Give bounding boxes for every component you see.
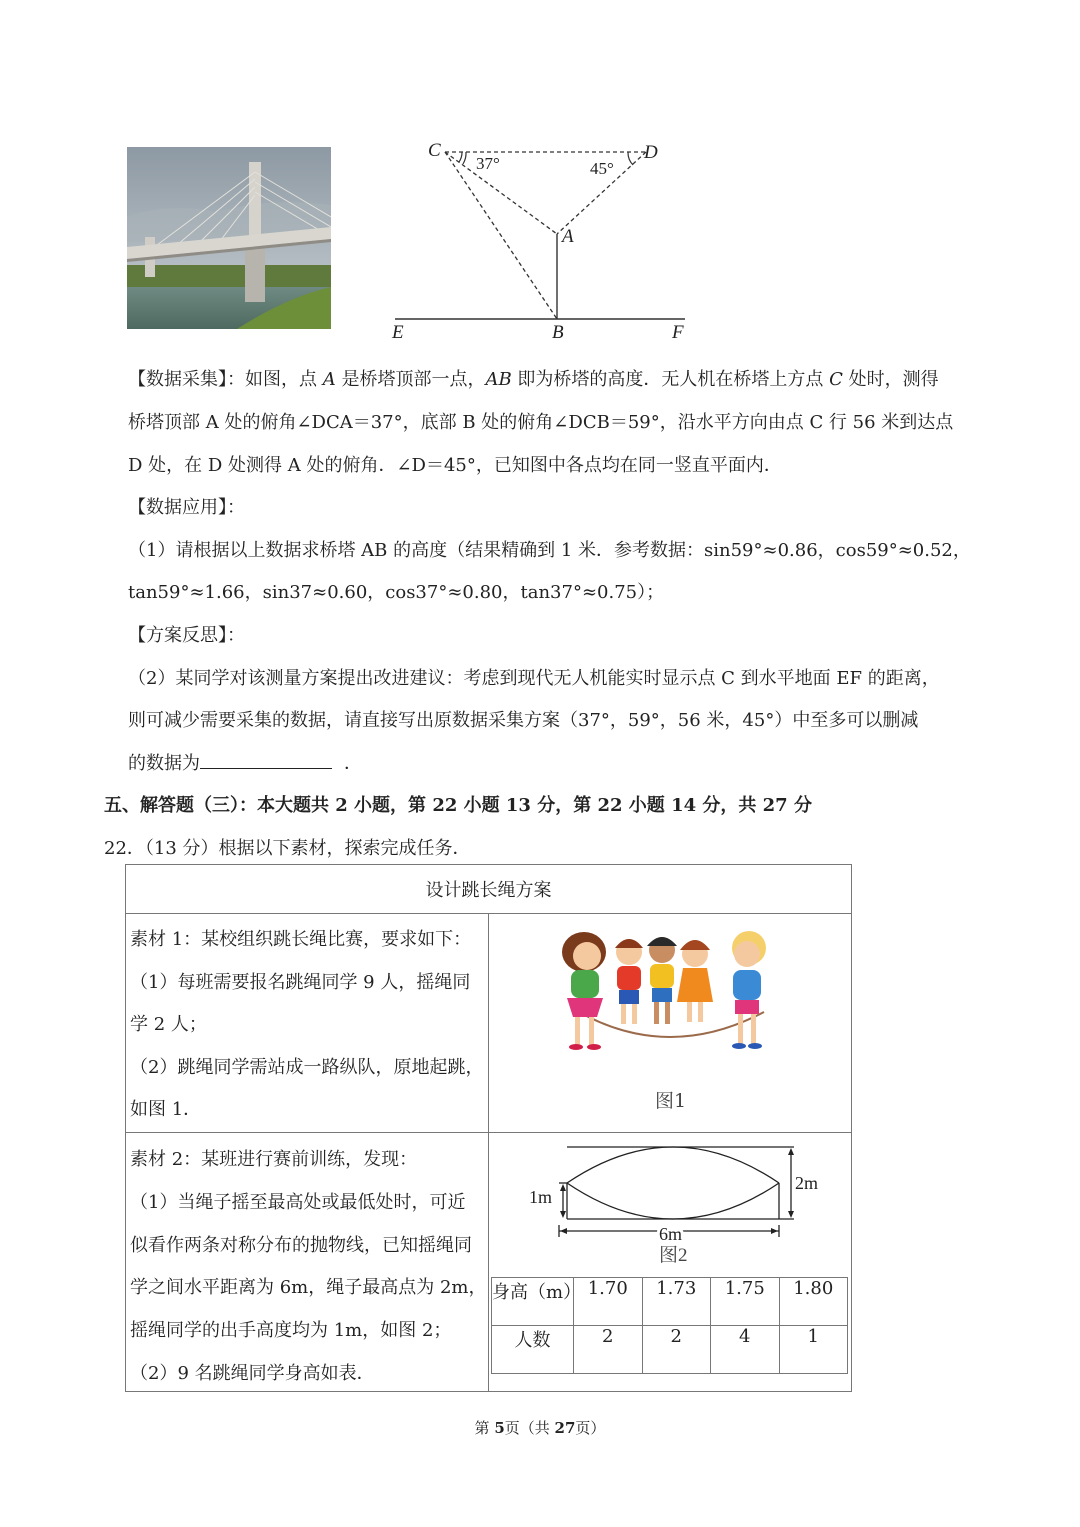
collect-paragraph-line2: 桥塔顶部 A 处的俯角∠DCA＝37°，底部 B 处的俯角∠DCB＝59°，沿水平方向由点 C 行 56 米到达点 xyxy=(128,412,954,433)
table-title: 设计跳长绳方案 xyxy=(425,880,552,901)
diagram-angle-d: 45° xyxy=(590,159,614,178)
count-cell: 4 xyxy=(711,1326,780,1374)
apply-title: 【数据应用】： xyxy=(128,497,245,518)
material1-line: 学 2 人； xyxy=(130,1014,207,1035)
rope-parabola-diagram xyxy=(519,1137,819,1265)
height-cell: 1.70 xyxy=(574,1278,643,1326)
material1-line: 素材 1：某校组织跳长绳比赛，要求如下： xyxy=(130,929,472,950)
figure2-caption: 图2 xyxy=(659,1245,688,1265)
table-title-cell xyxy=(126,865,852,914)
material1-line: 如图 1． xyxy=(130,1099,202,1120)
page-total: 27 xyxy=(554,1419,576,1437)
answer-blank[interactable] xyxy=(200,750,332,769)
q1-line2: tan59°≈1.66，sin37≈0.60，cos37°≈0.80，tan37°≈0.75）； xyxy=(128,582,665,603)
figure1-cell xyxy=(489,914,852,1133)
figure2-and-height-cell xyxy=(489,1133,852,1392)
count-row-header: 人数 xyxy=(492,1326,574,1374)
page-footer: 第 5页（共 27页） xyxy=(474,1419,606,1437)
height-cell: 1.73 xyxy=(642,1278,711,1326)
bridge-photo xyxy=(127,147,331,329)
diagram-angle-c: 37° xyxy=(476,154,500,173)
count-cell: 2 xyxy=(574,1326,643,1374)
collect-title: 【数据采集】 xyxy=(128,369,227,390)
diagram-label-f: F xyxy=(672,322,684,343)
q2-line1: （2）某同学对该测量方案提出改进建议：考虑到现代无人机能实时显示点 C 到水平地面 EF 的距离， xyxy=(128,668,940,689)
collect-paragraph-line3: D 处，在 D 处测得 A 处的俯角．∠D＝45°，已知图中各点均在同一竖直平面内． xyxy=(128,455,782,476)
page-number: 5 xyxy=(494,1419,505,1437)
diagram-label-b: B xyxy=(552,322,564,343)
materials-table xyxy=(125,864,852,1392)
material2-line: （2）9 名跳绳同学身高如表． xyxy=(130,1363,375,1384)
height-table xyxy=(491,1277,848,1374)
material2-line: 摇绳同学的出手高度均为 1m，如图 2； xyxy=(130,1320,452,1341)
section5-heading: 五、解答题（三）：本大题共 2 小题，第 22 小题 13 分，第 22 小题 14 分，共 27 分 xyxy=(104,795,812,816)
fig2-left-label: 1m xyxy=(529,1187,553,1207)
diagram-label-e: E xyxy=(392,322,404,343)
reflect-title: 【方案反思】： xyxy=(128,625,245,646)
material2-line: 似看作两条对称分布的抛物线，已知摇绳同 xyxy=(130,1235,472,1256)
material1-text-cell xyxy=(126,914,489,1133)
diagram-label-a: A xyxy=(562,226,574,247)
height-row-header: 身高（m） xyxy=(492,1278,574,1326)
q1-line1: （1）请根据以上数据求桥塔 AB 的高度（结果精确到 1 米．参考数据：sin59°≈0.86，cos59°≈0.52， xyxy=(128,540,971,561)
q2-line3: 的数据为 ． xyxy=(128,749,362,775)
height-row xyxy=(492,1278,848,1326)
fig2-right-label: 2m xyxy=(795,1173,819,1193)
count-cell: 1 xyxy=(779,1326,848,1374)
height-cell: 1.80 xyxy=(779,1278,848,1326)
material2-line: 素材 2：某班进行赛前训练，发现： xyxy=(130,1149,418,1170)
bridge-geometry-diagram xyxy=(390,138,690,343)
count-cell: 2 xyxy=(642,1326,711,1374)
diagram-label-d: D xyxy=(644,142,658,163)
q22-stem: 22．（13 分）根据以下素材，探索完成任务． xyxy=(104,838,471,859)
height-cell: 1.75 xyxy=(711,1278,780,1326)
material2-line: （1）当绳子摇至最高处或最低处时，可近 xyxy=(130,1192,466,1213)
material1-line: （2）跳绳同学需站成一路纵队，原地起跳， xyxy=(130,1057,484,1078)
figure1-caption: 图1 xyxy=(655,1090,687,1112)
q2-line2: 则可减少需要采集的数据，请直接写出原数据采集方案（37°，59°，56 米，45°）中至多可以删减 xyxy=(128,710,919,731)
kids-jumping-rope-illustration xyxy=(549,922,789,1082)
fig2-bottom-label: 6m xyxy=(659,1224,683,1244)
diagram-label-c: C xyxy=(428,140,441,161)
collect-paragraph-line1: 【数据采集】：如图，点 A 是桥塔顶部一点，AB 即为桥塔的高度．无人机在桥塔上方点 C 处时，测得 xyxy=(128,369,939,390)
material2-line: 学之间水平距离为 6m，绳子最高点为 2m， xyxy=(130,1277,487,1298)
material2-text-cell xyxy=(126,1133,489,1392)
material1-line: （1）每班需要报名跳绳同学 9 人，摇绳同 xyxy=(130,972,471,993)
count-row xyxy=(492,1326,848,1374)
